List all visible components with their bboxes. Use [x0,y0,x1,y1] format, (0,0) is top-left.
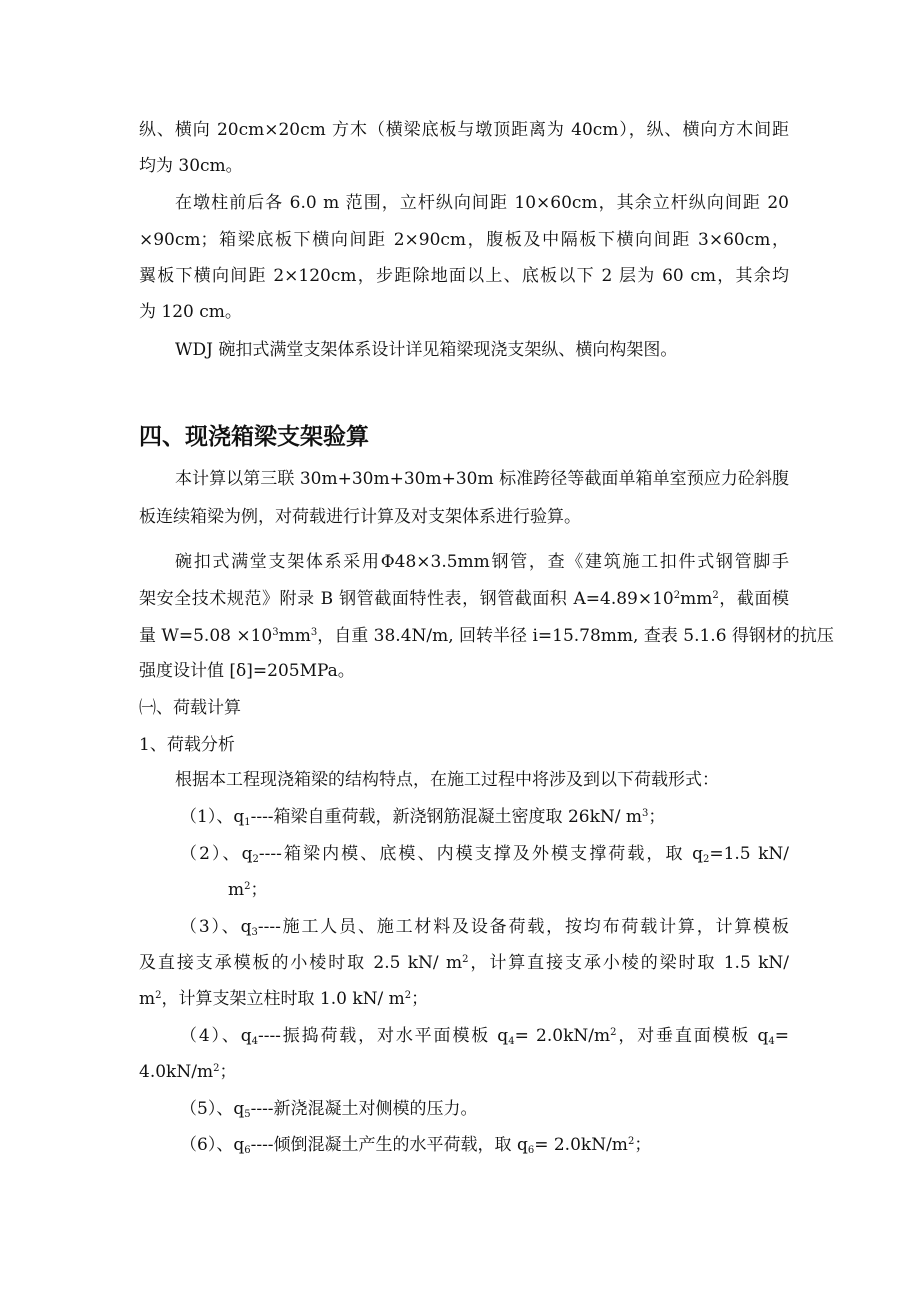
paragraph-line [139,300,789,324]
line-text: 纵、横向 20cm×20cm 方木（横梁底板与墩顶距离为 40cm），纵、横向方木间距 [139,120,789,140]
superscript: 2 [244,881,251,892]
line-text: 本计算以第三联 30m+30m+30m+30m 标准跨径等截面单箱单室预应力砼斜腹 [175,469,789,489]
section-heading: 四、现浇箱梁支架验算 [139,424,369,450]
line-text: ㈠、荷载计算 [139,698,241,718]
line-text: = [774,1026,789,1046]
paragraph-line [175,191,789,215]
line-text: 为 120 cm。 [139,302,242,322]
superscript: 3 [272,627,279,638]
line-text: ，自重 38.4N/m, 回转半径 i=15.78mm, 查表 5.1.6 得钢材的抗压 [317,626,834,646]
paragraph-line [139,505,789,529]
subscript: 6 [527,1145,535,1156]
line-text: （3）、q [180,917,252,937]
subscript: 4 [508,1036,515,1047]
list-item-continuation [228,878,789,902]
line-text: （5）、q [180,1099,245,1119]
line-text: 碗扣式满堂支架体系采用Φ48×3.5mm钢管，查《建筑施工扣件式钢管脚手 [175,552,789,572]
list-item-continuation [139,951,789,975]
paragraph-line [139,118,789,142]
paragraph-line [175,467,789,491]
line-text: ×90cm；箱梁底板下横向间距 2×90cm，腹板及中隔板下横向间距 3×60cm， [139,230,789,250]
subscript: 5 [244,1109,251,1120]
superscript: 2 [404,990,412,1001]
superscript: 2 [213,1063,220,1074]
line-text: = 2.0kN/m [514,1026,611,1046]
paragraph-line [175,338,789,362]
line-text: 翼板下横向间距 2×120cm，步距除地面以上、底板以下 2 层为 60 cm，其余均 [139,266,789,286]
paragraph-line [139,154,789,178]
superscript: 3 [642,808,649,819]
superscript: 2 [610,1027,617,1038]
subsection-heading [139,696,789,720]
list-item [180,1097,789,1121]
line-text: 量 W=5.08 ×10 [139,626,273,646]
line-text: ； [219,1062,237,1082]
line-text: =1.5 kN/ [709,844,789,864]
line-text: （4）、q [180,1026,252,1046]
line-text: （6）、q [180,1135,245,1155]
line-text: 均为 30cm。 [139,156,243,176]
list-item-continuation [139,987,789,1011]
line-text: ----箱梁自重荷载，新浇钢筋混凝土密度取 26kN/ m [250,807,643,827]
subscript: 1 [244,817,251,828]
line-text: ，截面模 [718,589,790,609]
paragraph-line [139,228,789,252]
line-text: 板连续箱梁为例，对荷载进行计算及对支架体系进行验算。 [139,507,581,527]
line-text: 强度设计值 [δ]=205MPa。 [139,661,355,681]
line-text: mm [680,589,713,609]
line-text: ----施工人员、施工材料及设备荷载，按均布荷载计算，计算模板 [257,917,789,937]
list-item [180,1133,789,1157]
paragraph-line [139,264,789,288]
line-text: ； [250,880,268,900]
subscript: 4 [251,1036,258,1047]
line-text: 在墩柱前后各 6.0 m 范围，立杆纵向间距 10×60cm，其余立杆纵向间距 20 [175,193,789,213]
subsection-heading [139,733,789,757]
subscript: 3 [251,927,258,938]
list-item [180,1024,789,1048]
paragraph-line [139,624,834,648]
line-text: ，计算直接支承小棱的梁时取 1.5 kN/ [468,953,789,973]
line-text: m [228,880,245,900]
line-text: ； [648,807,666,827]
line-text: 1、荷载分析 [139,735,235,755]
list-item [180,842,789,866]
line-text: 架安全技术规范》附录 B 钢管截面特性表，钢管截面积 A=4.89×10 [139,589,674,609]
superscript: 2 [155,990,162,1001]
line-text: 4.0kN/m [139,1062,214,1082]
list-item-continuation [139,1060,789,1084]
line-text: ，对垂直面模板 q [616,1026,769,1046]
paragraph-line [175,550,789,574]
line-text: ----箱梁内模、底模、内模支撑及外模支撑荷载，取 q [258,844,703,864]
superscript: 2 [712,590,719,601]
line-text: （2）、q [180,844,253,864]
subscript: 4 [768,1036,775,1047]
paragraph-line [139,659,789,683]
list-item [180,805,789,829]
line-text: ----倾倒混凝土产生的水平荷载，取 q [250,1135,528,1155]
superscript: 3 [310,627,318,638]
paragraph-line [139,587,789,611]
line-text: 根据本工程现浇箱梁的结构特点，在施工过程中将涉及到以下荷载形式： [175,770,719,790]
superscript: 2 [462,954,469,965]
line-text: ； [634,1135,652,1155]
line-text: ； [411,989,429,1009]
line-text: ，计算支架立柱时取 1.0 kN/ m [161,989,405,1009]
list-item [180,915,789,939]
line-text: （1）、q [180,807,245,827]
subscript: 2 [702,854,710,865]
paragraph-line [175,768,789,792]
line-text: mm [278,626,311,646]
line-text: WDJ 碗扣式满堂支架体系设计详见箱梁现浇支架纵、横向构架图。 [175,340,678,360]
subscript: 6 [244,1145,251,1156]
line-text: ----振捣荷载，对水平面模板 q [257,1026,509,1046]
subscript: 2 [252,854,259,865]
line-text: m [139,989,156,1009]
line-text: 及直接支承模板的小棱时取 2.5 kN/ m [139,953,463,973]
line-text: ----新浇混凝土对侧模的压力。 [250,1099,478,1119]
superscript: 2 [673,590,681,601]
superscript: 2 [627,1136,635,1147]
line-text: = 2.0kN/m [534,1135,628,1155]
